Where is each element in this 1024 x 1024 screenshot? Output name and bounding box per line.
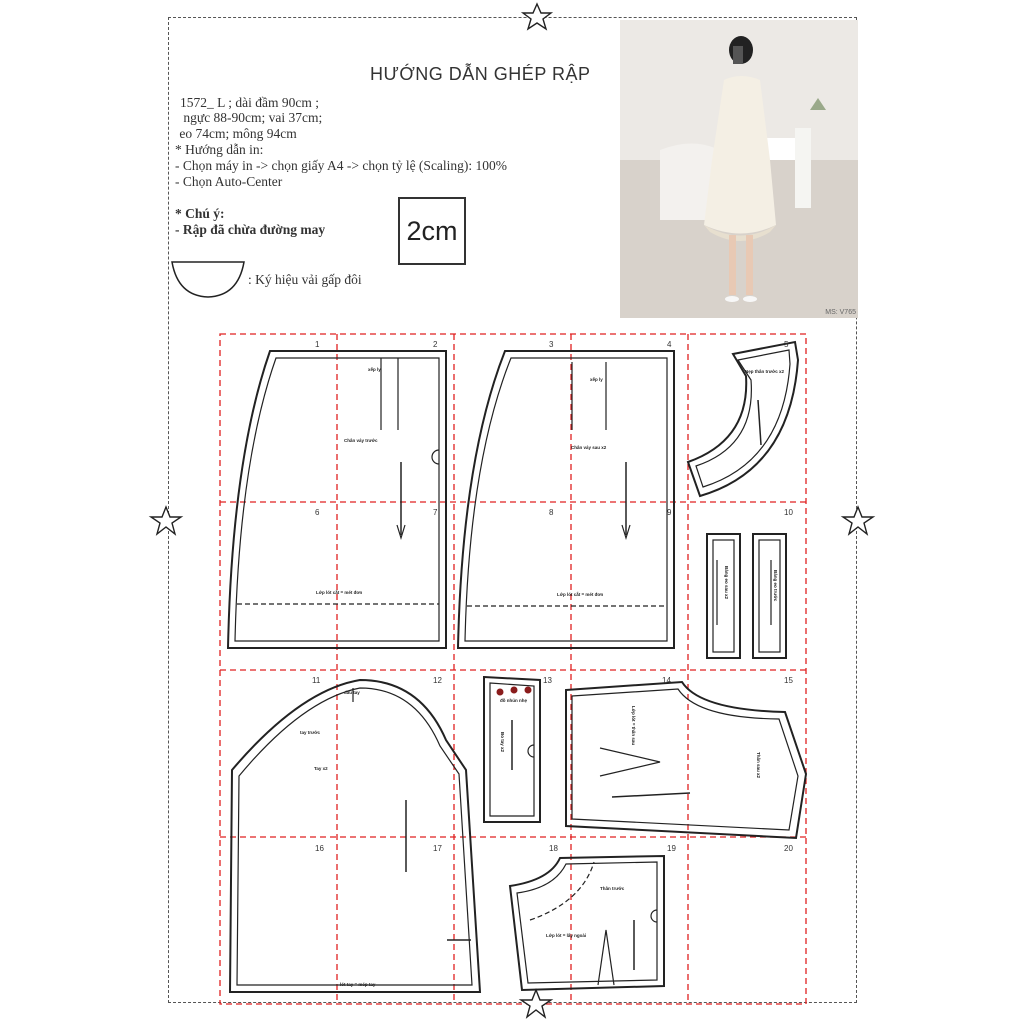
back-bodice-label: Thân sau x2 [756,752,761,779]
page-number-9: 9 [667,508,672,517]
star-icon [840,505,876,537]
page-number-15: 15 [784,676,793,685]
page-title: HƯỚNG DẪN GHÉP RẬP [370,64,591,84]
back-bodice-piece [566,682,806,838]
page-number-17: 17 [433,844,442,853]
print-heading: * Hướng dẫn in: [175,142,264,157]
spec-line-2: ngực 88-90cm; vai 37cm; [180,110,323,125]
print-step-2: - Chọn Auto-Center [175,174,283,189]
back-skirt-label: Chân váy sau x2 [571,445,607,450]
sleeve-hem-label: lót tay = mép tay [340,982,376,987]
page-number-5: 5 [784,340,789,349]
back-skirt-pleat-label: xếp ly [590,377,603,382]
front-bodice-label: Thân trước [600,886,625,891]
waist-strip-front-piece [753,534,786,658]
front-bodice-piece [510,856,664,990]
front-skirt-pleat-label: xếp ly [368,367,381,372]
waist-strip-back-label: Bảng eo sau x2 [724,566,729,600]
page-number-16: 16 [315,844,324,853]
note-text: - Rập đã chừa đường may [175,222,326,237]
star-icon [148,505,184,537]
spec-line-1: 1572_ L ; dài đầm 90cm ; [180,95,319,110]
front-skirt-hem-label: Lớp lót cắt = mét đơn [316,590,363,595]
page-number-6: 6 [315,508,320,517]
page-number-20: 20 [784,844,793,853]
sleeve-label: Tay x2 [314,766,328,771]
page-number-3: 3 [549,340,554,349]
print-step-1: - Chọn máy in -> chọn giấy A4 -> chọn tỷ lệ (Scaling): 100% [175,158,508,173]
back-skirt-hem-label: Lớp lót cắt = mét đơn [557,592,604,597]
front-skirt-label: Chân váy trước [344,438,378,443]
star-icon [518,988,554,1020]
cuff-label: Bo tay x2 [500,732,505,753]
page-number-11: 11 [312,676,321,685]
fold-symbol-icon [172,262,244,297]
star-icon [520,2,554,32]
page-number-8: 8 [549,508,554,517]
page-number-13: 13 [543,676,552,685]
photo-code: MS: V765 [825,309,856,316]
photo-illustration [620,20,858,318]
page-number-7: 7 [433,508,438,517]
page-number-14: 14 [662,676,671,685]
back-skirt-piece [458,351,674,648]
front-bodice-lining-label: Lớp lót = lấy ngoài [546,933,587,938]
sleeve-front-label: tay trước [300,730,320,735]
page-number-2: 2 [433,340,438,349]
front-facing-label: Nẹp thân trước x2 [745,369,784,374]
sleeve-piece [230,680,480,992]
spec-line-3: eo 74cm; mông 94cm [176,126,297,141]
back-bodice-pleat-label: Lớp lót = thân sau [631,706,636,746]
page-number-18: 18 [549,844,558,853]
page-number-4: 4 [667,340,672,349]
page-number-12: 12 [433,676,442,685]
sleeve-top-label: đầu tay [344,690,360,695]
fold-symbol-legend: : Ký hiệu vải gấp đôi [248,272,362,287]
note-heading: * Chú ý: [175,206,225,221]
page-number-19: 19 [667,844,676,853]
pattern-pieces [228,342,806,992]
page-number-1: 1 [315,340,320,349]
scale-label: 2cm [406,215,458,246]
waist-strip-front-label: Bảng eo trước [773,570,778,602]
page-number-10: 10 [784,508,793,517]
cuff-top-label: đồ nhún nhẹ [500,698,527,703]
front-facing-piece [688,342,798,496]
product-photo [620,20,858,318]
